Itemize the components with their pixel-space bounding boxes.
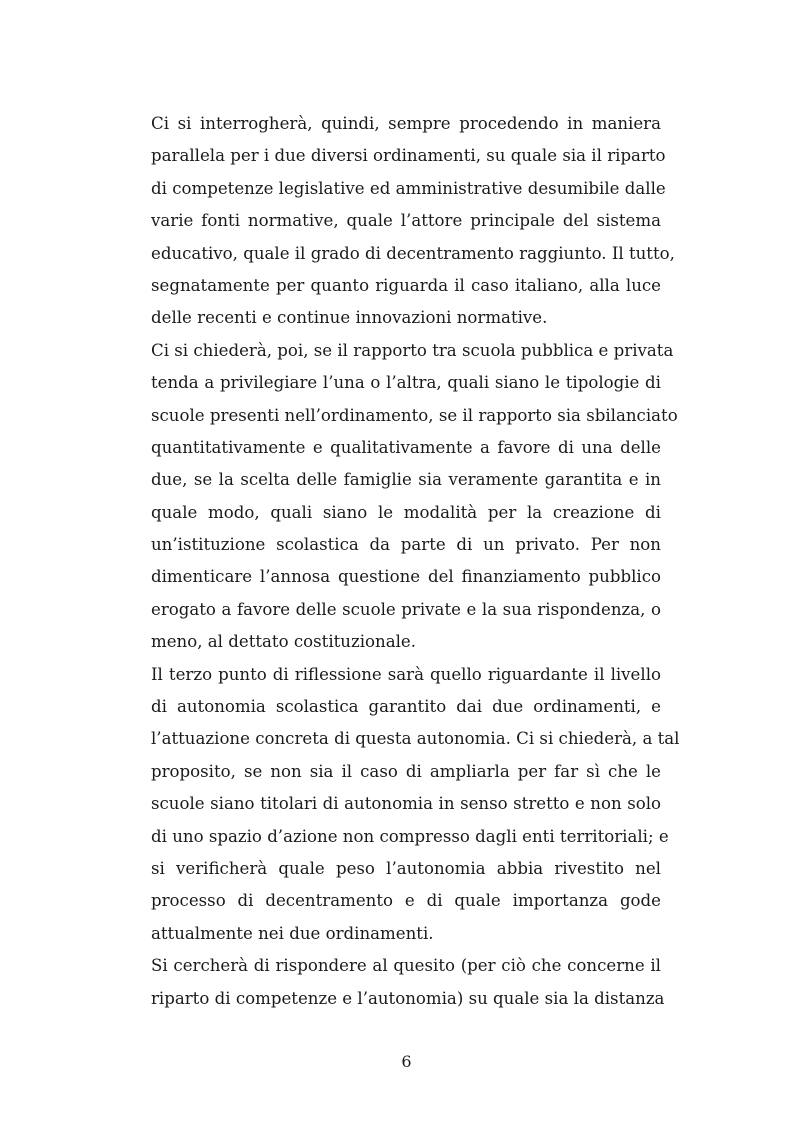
text-line: educativo, quale il grado di decentramento raggiunto. Il tutto,: [151, 243, 675, 263]
text-line: meno, al dettato costituzionale.: [151, 632, 417, 652]
paragraph: [151, 950, 665, 1015]
paragraph: [151, 659, 680, 951]
text-line: Ci si interrogherà, quindi, sempre procedendo in maniera: [151, 114, 661, 133]
text-line: due, se la scelta delle famiglie sia veramente garantita e in: [151, 470, 661, 490]
text-line: di autonomia scolastica garantito dai due ordinamenti, e: [151, 697, 661, 717]
text-line: quantitativamente e qualitativamente a favore di una delle: [151, 437, 661, 457]
page-number: 6: [401, 1052, 412, 1071]
text-line: Il terzo punto di riflessione sarà quello riguardante il livello: [151, 664, 661, 684]
text-line: quale modo, quali siano le modalità per la creazione di: [151, 502, 661, 522]
text-line: processo di decentramento e di quale importanza gode: [151, 891, 661, 911]
paragraph: [151, 108, 675, 335]
paragraph: [151, 335, 678, 659]
text-line: tenda a privilegiare l’una o l’altra, quali siano le tipologie di: [151, 373, 661, 393]
body-text: [151, 108, 680, 1015]
text-line: attualmente nei due ordinamenti.: [151, 923, 434, 943]
text-line: scuole siano titolari di autonomia in senso stretto e non solo: [151, 794, 661, 814]
text-line: riparto di competenze e l’autonomia) su quale sia la distanza: [151, 988, 665, 1008]
text-line: dimenticare l’annosa questione del finanziamento pubblico: [151, 567, 661, 587]
text-line: proposito, se non sia il caso di ampliarla per far sì che le: [151, 761, 661, 781]
text-line: delle recenti e continue innovazioni normative.: [151, 308, 548, 328]
text-line: parallela per i due diversi ordinamenti, su quale sia il riparto: [151, 146, 666, 166]
text-line: Si cercherà di rispondere al quesito (per ciò che concerne il: [151, 956, 661, 976]
text-line: di competenze legislative ed amministrative desumibile dalle: [151, 178, 666, 198]
text-line: Ci si chiederà, poi, se il rapporto tra scuola pubblica e privata: [151, 340, 674, 360]
text-line: erogato a favore delle scuole private e la sua rispondenza, o: [151, 599, 661, 619]
text-line: segnatamente per quanto riguarda il caso italiano, alla luce: [151, 275, 661, 295]
text-line: l’attuazione concreta di questa autonomia. Ci si chiederà, a tal: [151, 729, 680, 749]
text-line: un’istituzione scolastica da parte di un privato. Per non: [151, 535, 661, 555]
text-line: si verificherà quale peso l’autonomia abbia rivestito nel: [151, 858, 661, 878]
text-line: scuole presenti nell’ordinamento, se il rapporto sia sbilanciato: [151, 405, 678, 425]
text-line: di uno spazio d’azione non compresso dagli enti territoriali; e: [151, 826, 669, 846]
text-line: varie fonti normative, quale l’attore principale del sistema: [151, 211, 661, 231]
